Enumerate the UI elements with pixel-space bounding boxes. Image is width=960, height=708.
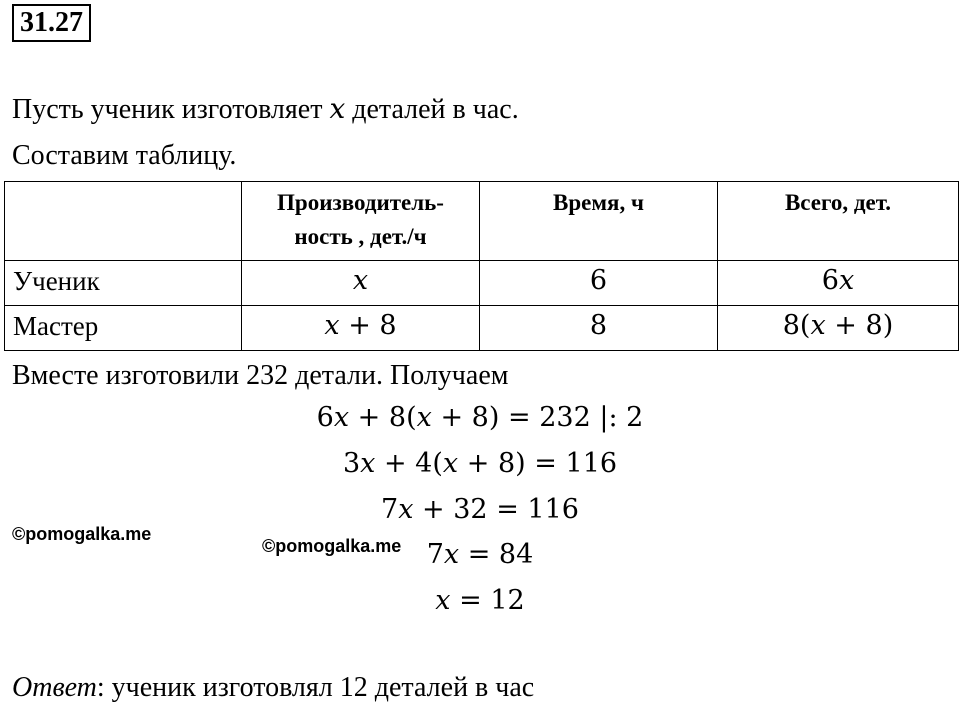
- row-total: 6x: [718, 261, 959, 306]
- intro-line: [12, 92, 519, 126]
- header-time: Время, ч: [480, 182, 718, 261]
- watermark: ©pomogalka.me: [12, 524, 152, 544]
- table-row: [5, 261, 959, 306]
- row-time: 8: [480, 306, 718, 351]
- make-table-line: Составим таблицу.: [12, 140, 237, 171]
- row-name: Ученик: [5, 261, 242, 306]
- answer-line: [12, 672, 534, 704]
- header-productivity: Производитель- ность , дет./ч: [242, 182, 480, 261]
- row-name: Мастер: [5, 306, 242, 351]
- intro-variable: x: [329, 92, 346, 125]
- answer-text: : ученик изготовлял 12 деталей в час: [96, 672, 535, 703]
- watermark: ©pomogalka.me: [262, 536, 402, 556]
- equation-1: 6x + 8(x + 8) = 232 |: 2: [316, 402, 644, 433]
- answer-label: Ответ: [12, 672, 97, 703]
- problem-number: 31.27: [12, 4, 91, 42]
- table-row: [5, 306, 959, 351]
- equation-3: 7x + 32 = 116: [381, 494, 579, 525]
- data-table: [4, 181, 959, 351]
- intro-text-after: деталей в час.: [345, 94, 519, 125]
- table-corner-cell: [5, 182, 242, 261]
- intro-text-before: Пусть ученик изготовляет: [12, 94, 330, 125]
- equation-4: 7x = 84: [426, 539, 534, 570]
- row-productivity: x: [242, 261, 480, 306]
- row-time: 6: [480, 261, 718, 306]
- table-header-row: [5, 182, 959, 261]
- together-line: Вместе изготовили 232 детали. Получаем: [12, 360, 509, 391]
- row-productivity: x + 8: [242, 306, 480, 351]
- header-total: Всего, дет.: [718, 182, 959, 261]
- equation-5: x = 12: [435, 585, 525, 616]
- row-total: 8(x + 8): [718, 306, 959, 351]
- equation-2: 3x + 4(x + 8) = 116: [342, 448, 618, 479]
